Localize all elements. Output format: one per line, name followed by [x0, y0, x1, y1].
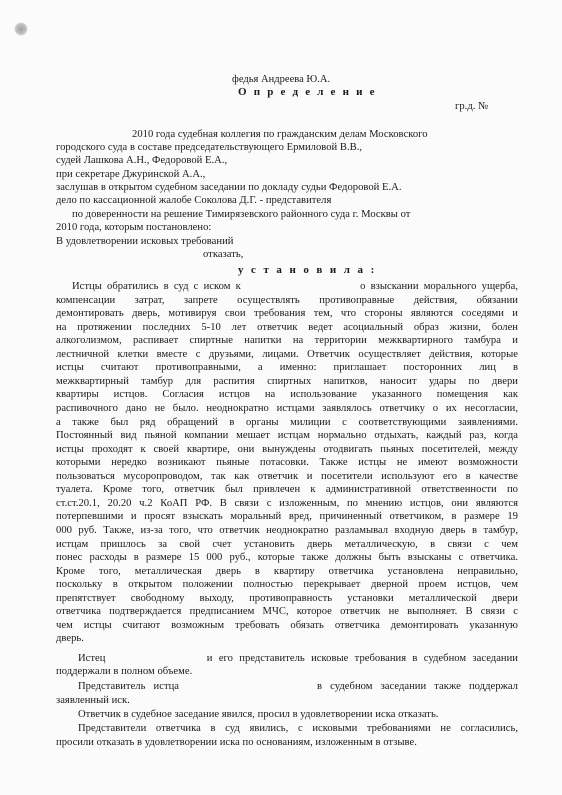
body-line: потерпевшими и просят взыскать моральный вред, причиненный ответчиком, в размере 19	[56, 511, 518, 523]
body-line: пользоваться мусоропроводом, так как ответчик и посетители используют его в качестве	[56, 470, 518, 482]
body-line: истцам пришлось за свой счет установить дверь металлическую, в связи с чем	[56, 538, 518, 550]
closing-line: Ответчик в судебное заседание явился, просил в удовлетворении иска отказать.	[78, 709, 439, 720]
closing-line: Представитель истца в судебном заседании также поддержал	[78, 681, 518, 692]
body-line: препятствует свободному выходу, противоправность установки металлической двери	[56, 592, 518, 604]
intro-line: заслушав в открытом судебном заседании по докладу судьи Федоровой Е.А.	[56, 182, 402, 193]
body-line: алкоголизмом, распивает спиртные напитки на территории межквартирного тамбура и	[56, 335, 518, 347]
body-line: Постоянный вид пьяной компании мешает истцам нормально отдыхать, каждый раз, когда	[56, 430, 518, 442]
case-number: гр.д. №	[455, 101, 489, 112]
intro-line: дело по кассационной жалобе Соколова Д.Г. - представителя	[56, 195, 332, 206]
judge-line: федья Андреева Ю.А.	[232, 74, 331, 85]
intro-line: городского суда в составе председательствующего Ермиловой В.В.,	[56, 142, 363, 153]
document-title: О п р е д е л е н и е	[238, 86, 377, 98]
body-line: распивочного дано не было. неоднократно истцами заявлялось ответчику о их несогласии,	[56, 402, 518, 414]
intro-line: отказать,	[203, 249, 244, 260]
body-line: лестничной клетки вместе с друзьями, лицами. Ответчик осуществляет действия, которые	[56, 348, 518, 360]
closing-line: Истец и его представитель исковые требования в судебном заседании	[78, 653, 518, 664]
body-line: дверь.	[56, 633, 84, 645]
body-line: туалета. Кроме того, ответчик был привлечен к административной ответственности по	[56, 484, 518, 496]
intro-line: 2010 года, которым постановлено:	[56, 222, 212, 233]
body-line: квартиры истцов. Согласия истцов на использование указанного помещения как	[56, 389, 518, 401]
body-line: на протяжении последних 5-10 лет ответчик ведет асоциальный образ жизни, болен	[56, 321, 518, 333]
scan-hole-mark	[14, 22, 28, 36]
body-line: истцы проходят к своей квартире, они вынуждены отодвигать пьяных посетителей, между	[56, 443, 518, 455]
body-line: демонтировать дверь, мотивируя свои требования тем, что стороны являются соседями и	[56, 308, 518, 320]
body-line: ответчика подтверждается предписанием МЧС, которое ответчик не выполняет. В связи с	[56, 606, 518, 618]
intro-line: при секретаре Джуринской А.А.,	[56, 169, 206, 180]
body-line: а также был ряд обращений в органы милиции с соответствующими заявлениями.	[56, 416, 518, 428]
intro-line: судей Лашкова А.Н., Федоровой Е.А.,	[56, 155, 228, 166]
intro-line: по доверенности на решение Тимирязевского районного суда г. Москвы от	[72, 209, 411, 220]
body-line: чем истцы считают возможным требовать обязать ответчика демонтировать указанную	[56, 619, 518, 631]
body-line: компенсации затрат, запрете осуществлять противоправные действия, обязании	[56, 294, 518, 306]
body-line: Истцы обратились в суд с иском к о взыскании морального ущерба,	[72, 281, 518, 292]
body-line: которыми нередко возникают пьяные потасовки. Также истцы не имеют возможности	[56, 457, 518, 469]
body-line: 000 руб. Также, из-за того, что ответчик неоднократно разламывал входную дверь в тамбур,	[56, 524, 518, 536]
body-line: понес расходы в размере 15 000 руб., которые также должны быть взысканы с ответчика.	[56, 552, 518, 563]
closing-line: заявленный иск.	[56, 695, 130, 706]
body-line: ст.ст.20.1, 20.20 ч.2 КоАП РФ. В связи с изложенным, по мнению истцов, они являются	[56, 497, 518, 509]
body-line: Кроме того, металлическая дверь в квартиру ответчика установлена неправильно,	[56, 565, 518, 577]
body-line: поскольку в открытом положении полностью перекрывает дверной проем истцов, чем	[56, 579, 518, 591]
intro-line: 2010 года судебная коллегия по гражданским делам Московского	[132, 129, 428, 140]
section-heading: у с т а н о в и л а :	[238, 264, 377, 276]
closing-line: просили отказать в удовлетворении иска по основаниям, изложенным в отзыве.	[56, 737, 417, 748]
closing-line: поддержали в полном объеме.	[56, 666, 193, 677]
closing-line: Представители ответчика в суд явились, с исковыми требованиями не согласились,	[78, 723, 518, 734]
intro-line: В удовлетворении исковых требований	[56, 236, 234, 247]
body-line: межквартирный тамбур для распития спиртных напитков, наносит удары по двери	[56, 375, 518, 387]
body-line: истцы считают противоправными, а именно: приглашает посторонних лиц в	[56, 362, 518, 374]
